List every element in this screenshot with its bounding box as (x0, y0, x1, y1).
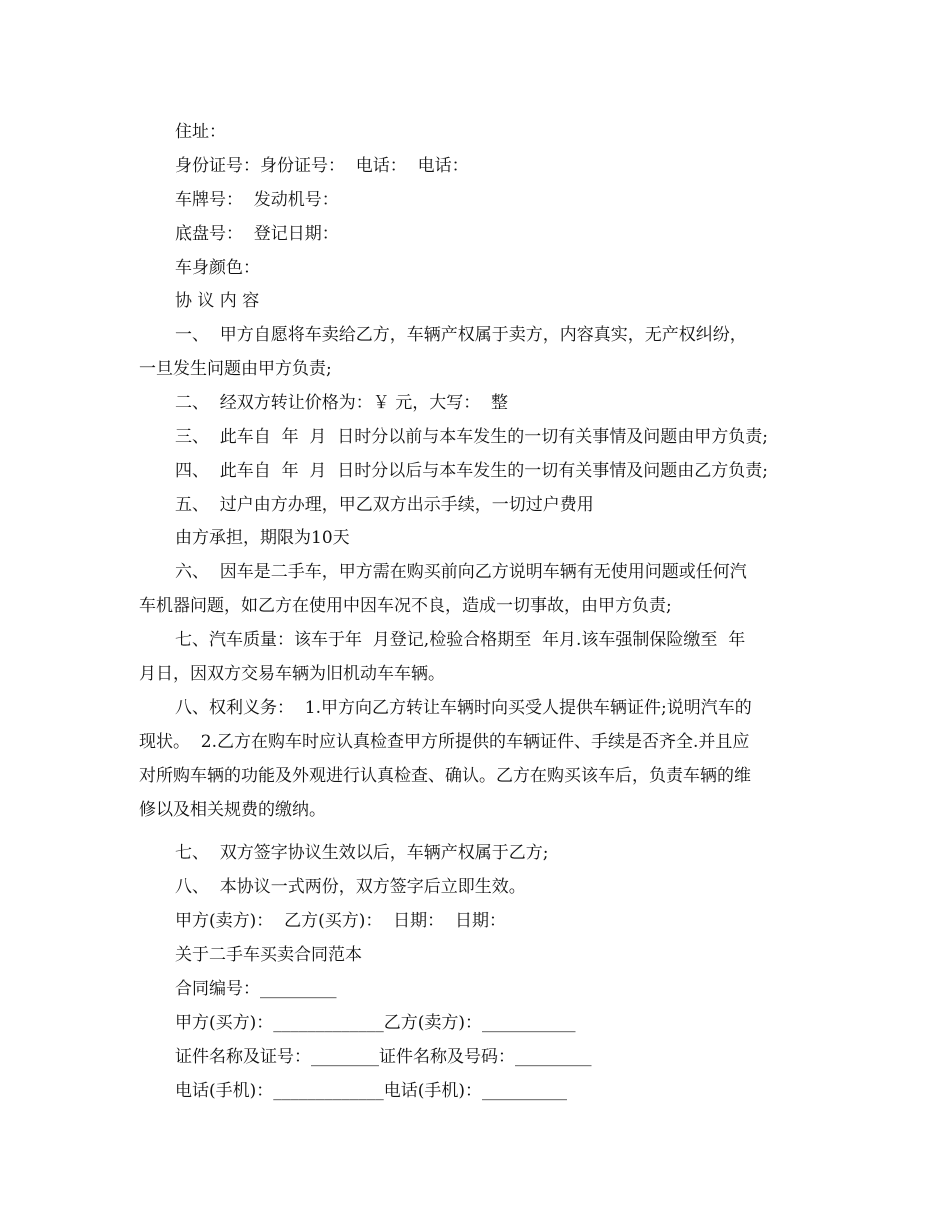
clause-7-effect: 七、 双方签字协议生效以后，车辆产权属于乙方; (175, 843, 549, 863)
signature-line: 甲方(卖方)： 乙方(买方)： 日期： 日期： (175, 911, 506, 931)
clause-4: 四、 此车自 年 月 日时分以后与本车发生的一切有关事情及问题由乙方负责; (175, 461, 768, 481)
clause-8-rights: 八、权利义务： 1.甲方向乙方转让车辆时向买受人提供车辆证件;说明汽车的 (175, 698, 752, 718)
clause-6-cont: 车机器问题，如乙方在使用中因车况不良，造成一切事故，由甲方负责; (139, 596, 672, 616)
section-title: 关于二手车买卖合同范本 (175, 945, 362, 965)
parties-line: 甲方(买方)：_____________乙方(卖方)：___________ (175, 1013, 576, 1033)
address-line: 住址： (175, 122, 226, 142)
clause-6: 六、 因车是二手车，甲方需在购买前向乙方说明车辆有无使用问题或任何汽 (175, 562, 747, 582)
clause-7-quality-cont: 月日，因双方交易车辆为旧机动车车辆。 (139, 664, 445, 684)
clause-5-cont: 由方承担，期限为10天 (175, 528, 350, 548)
clause-3: 三、 此车自 年 月 日时分以前与本车发生的一切有关事情及问题由甲方负责; (175, 427, 768, 447)
id-phone-line: 身份证号：身份证号： 电话： 电话： (175, 156, 469, 176)
chassis-date-line: 底盘号： 登记日期： (175, 224, 339, 244)
clause-2: 二、 经双方转让价格为：￥ 元，大写： 整 (175, 393, 509, 413)
color-line: 车身颜色： (175, 258, 260, 278)
clause-8-copies: 八、 本协议一式两份，双方签字后立即生效。 (175, 877, 526, 897)
phone-line: 电话(手机)：_____________电话(手机)：__________ (175, 1081, 568, 1101)
clause-8-rights-cont-1: 现状。 2.乙方在购车时应认真检查甲方所提供的车辆证件、手续是否齐全.并且应 (139, 732, 750, 752)
clause-8-rights-cont-3: 修以及相关规费的缴纳。 (139, 800, 326, 820)
clause-1-cont: 一旦发生问题由甲方负责; (139, 359, 332, 379)
clause-5: 五、 过户由方办理，甲乙双方出示手续，一切过户费用 (175, 495, 594, 515)
plate-engine-line: 车牌号： 发动机号： (175, 190, 339, 210)
contract-number-line: 合同编号：_________ (175, 979, 337, 999)
clause-8-rights-cont-2: 对所购车辆的功能及外观进行认真检查、确认。乙方在购买该车后，负责车辆的维 (139, 766, 751, 786)
clause-1: 一、 甲方自愿将车卖给乙方，车辆产权属于卖方，内容真实，无产权纠纷， (175, 325, 747, 345)
agreement-heading: 协 议 内 容 (175, 291, 260, 311)
id-document-line: 证件名称及证号：________证件名称及号码：_________ (175, 1047, 592, 1067)
clause-7-quality: 七、汽车质量：该车于年 月登记,检验合格期至 年月.该车强制保险缴至 年 (175, 630, 746, 650)
